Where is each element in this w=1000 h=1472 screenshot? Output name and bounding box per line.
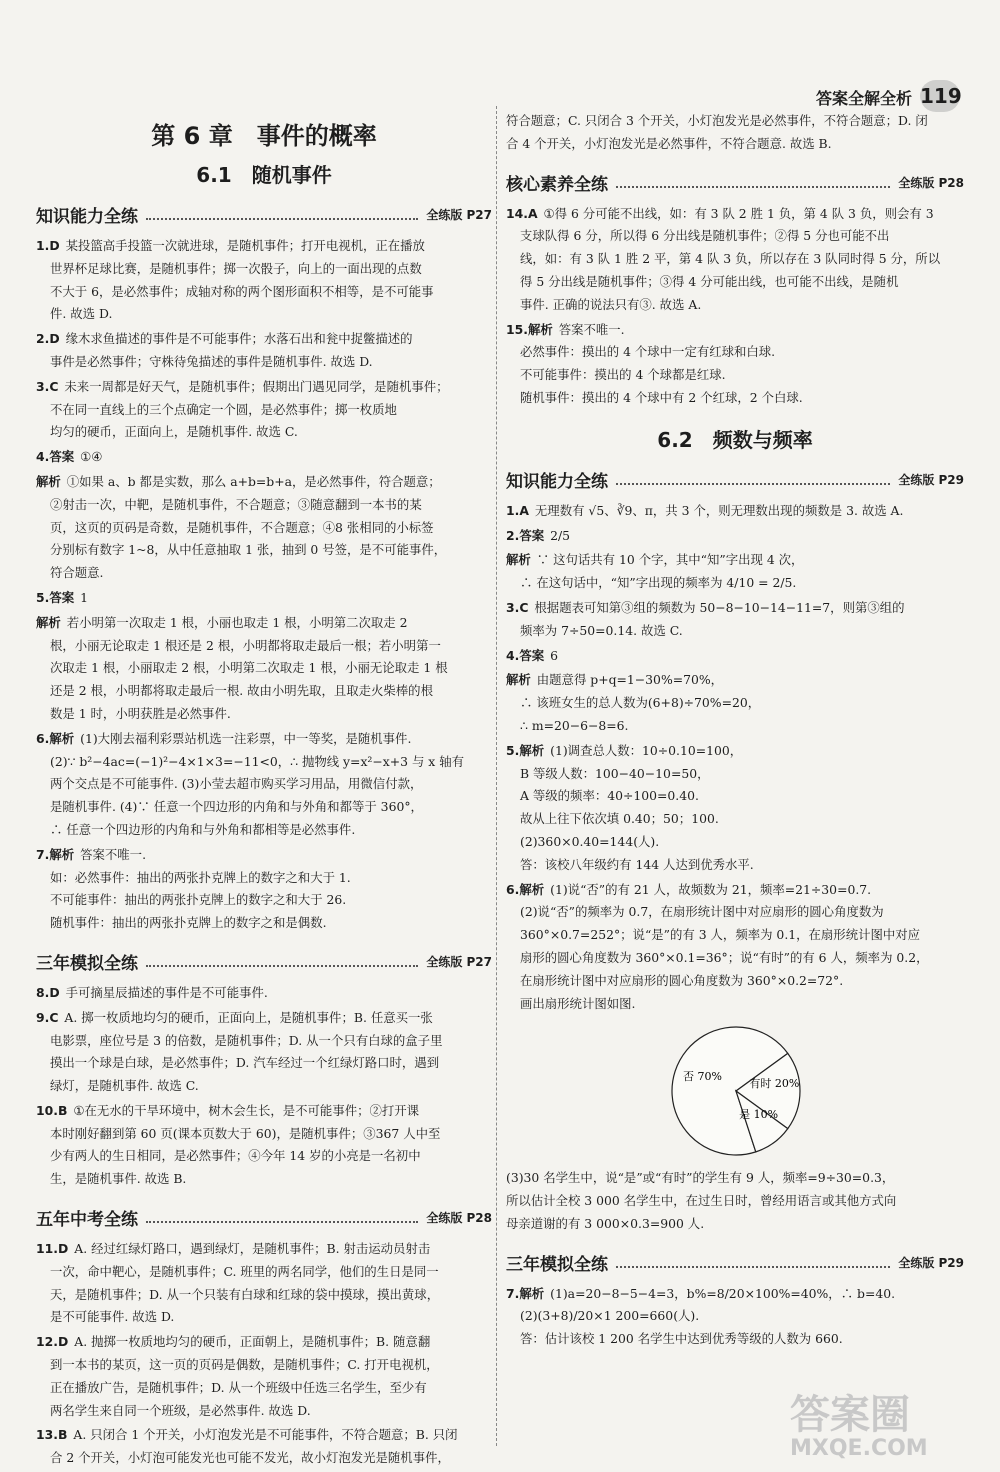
answer-text: A. 经过红绿灯路口，遇到绿灯，是随机事件；B. 射击运动员射击 xyxy=(74,1241,431,1257)
answer-text: 答案不唯一. xyxy=(80,846,147,862)
answer-text: 分别标有数字 1~8，从中任意抽取 1 张，抽到 0 号签，是不可能事件， xyxy=(50,542,447,558)
answer-text: (1)说“否”的有 21 人，故频数为 21，频率=21÷30=0.7. xyxy=(550,881,872,897)
answer-line xyxy=(36,235,492,258)
answer-line xyxy=(36,1424,492,1447)
bar-ref: 全练版 P28 xyxy=(898,175,964,190)
answer-text: (1)a=20−8−5−4=3，b%=8/20×100%=40%，∴ b=40. xyxy=(550,1285,896,1301)
answer-text: ∴ m=20−6−8=6. xyxy=(520,717,629,733)
answer-line xyxy=(506,669,964,692)
answer-number: 4.答案 xyxy=(36,449,75,465)
answer-line xyxy=(36,773,492,796)
answer-text: 1 xyxy=(80,589,89,605)
answer-line xyxy=(36,728,492,751)
pie-svg xyxy=(666,1021,806,1161)
answer-line xyxy=(506,319,964,342)
answer-line xyxy=(506,808,964,831)
text-line: (3)30 名学生中，说“是”或“有时”的学生有 9 人，频率=9÷30=0.3， xyxy=(506,1170,895,1186)
pie-label: 是 10% xyxy=(739,1108,779,1122)
answer-text: 在扇形统计图中对应扇形的圆心角度数为 360°×0.2=72°. xyxy=(520,972,844,988)
answer-line xyxy=(506,715,964,738)
answer-text: (2)360×0.40=144(人). xyxy=(520,833,660,849)
answer-line xyxy=(36,680,492,703)
answer-line xyxy=(36,351,492,374)
answer-text: 均匀的硬币，正面向上，是随机事件. 故选 C. xyxy=(50,424,298,440)
answer-number: 5.解析 xyxy=(506,742,545,758)
answer-text: 不大于 6，是必然事件；成轴对称的两个图形面积不相等，是不可能事 xyxy=(50,283,434,299)
section-bar xyxy=(36,949,492,974)
answer-item xyxy=(36,328,492,374)
answer-text: 频率为 7÷50=0.14. 故选 C. xyxy=(520,622,683,638)
bar-dots xyxy=(146,956,418,967)
bar-title: 三年模拟全练 xyxy=(506,1254,608,1275)
answer-text: 不在同一直线上的三个点确定一个圆，是必然事件；掷一枚质地 xyxy=(50,401,397,417)
answer-text: 如：必然事件：抽出的两张扑克牌上的数字之和大于 1. xyxy=(50,869,351,885)
answer-item xyxy=(36,587,492,610)
answer-line xyxy=(506,387,964,410)
bar-ref: 全练版 P27 xyxy=(426,954,492,969)
answer-line xyxy=(36,1284,492,1307)
answer-text: 得 5 分出线是随机事件；③得 4 分可能出线，也可能不出线，是随机 xyxy=(520,273,899,289)
answer-list xyxy=(506,500,964,1016)
answer-item xyxy=(506,669,964,737)
answer-number: 解析 xyxy=(506,672,531,688)
answer-text: ∴ 在这句话中，“知”字出现的频率为 4/10 = 2/5. xyxy=(520,575,797,591)
answer-line xyxy=(36,889,492,912)
answer-text: 2/5 xyxy=(550,527,571,543)
bar-ref: 全练版 P27 xyxy=(426,208,492,222)
answer-text: 必然事件：摸出的 4 个球中一定有红球和白球. xyxy=(520,344,776,360)
section-title: 6.1 随机事件 xyxy=(196,163,332,187)
answer-item xyxy=(36,1007,492,1098)
answer-line xyxy=(36,328,492,351)
answer-text: 由题意得 p+q=1−30%=70%， xyxy=(536,672,724,688)
answer-text: 答：该校八年级约有 144 人达到优秀水平. xyxy=(520,856,754,872)
answer-text: 事件. 正确的说法只有③. 故选 A. xyxy=(520,296,702,312)
answer-text: (2)说“否”的频率为 0.7，在扇形统计图中对应扇形的圆心角度数为 xyxy=(520,904,884,920)
bar-ref: 全练版 P28 xyxy=(426,1211,492,1226)
answer-line xyxy=(506,740,964,763)
answer-text: 不可能事件：抽出的两张扑克牌上的数字之和大于 26. xyxy=(50,892,347,908)
answer-line xyxy=(36,1331,492,1354)
answer-line xyxy=(36,1145,492,1168)
answer-line xyxy=(36,421,492,444)
watermark-line1: 答案圈 xyxy=(790,1392,910,1438)
column-divider xyxy=(496,106,497,1446)
bar-title: 知识能力全练 xyxy=(36,207,138,227)
answer-number: 15.解析 xyxy=(506,321,553,337)
answer-text: 数是 1 时，小明获胜是必然事件. xyxy=(50,705,231,721)
answer-text: 未来一周都是好天气，是随机事件；假期出门遇见同学，是随机事件； xyxy=(64,378,449,394)
answer-text: ②射击一次，中靶，是随机事件，不合题意；③随意翻到一本书的某 xyxy=(50,496,422,512)
answer-text: 根，小丽无论取走 1 根还是 2 根，小明都将取走最后一根；若小明第一 xyxy=(50,637,441,653)
answer-line xyxy=(506,645,964,668)
answer-text: B 等级人数：100−40−10=50， xyxy=(520,765,710,781)
answer-line xyxy=(36,1261,492,1284)
answer-item xyxy=(506,500,964,523)
answer-text: 天，是随机事件；D. 从一个只装有白球和红球的袋中摸球，摸出黄球， xyxy=(50,1286,440,1302)
answer-text: 次取走 1 根，小丽取走 2 根，小明第二次取走 1 根，小丽无论取走 1 根 xyxy=(50,660,448,676)
answer-number: 8.D xyxy=(36,984,60,1000)
answer-line xyxy=(506,993,964,1016)
answer-line xyxy=(36,1007,492,1030)
section-bar xyxy=(36,202,492,227)
answer-line xyxy=(36,1123,492,1146)
right-column xyxy=(506,110,964,1353)
bar-dots xyxy=(616,1257,890,1268)
answer-text: 扇形的圆心角度数为 360°×0.1=36°；说“有时”的有 6 人，频率为 0.2， xyxy=(520,949,929,965)
answer-text: ①如果 a、b 都是实数，那么 a+b=b+a，是必然事件，符合题意； xyxy=(66,473,441,489)
answer-text: 还是 2 根，小明都将取走最后一根. 故由小明先取，且取走火柴棒的根 xyxy=(50,683,433,699)
answer-text: 绿灯，是随机事件. 故选 C. xyxy=(50,1078,199,1094)
answer-number: 6.解析 xyxy=(506,881,545,897)
answer-item xyxy=(506,740,964,877)
answer-line xyxy=(36,982,492,1005)
answer-text: 世界杯足球比赛，是随机事件；掷一次骰子，向上的一面出现的点数 xyxy=(50,260,422,276)
answer-text: 6 xyxy=(550,647,559,663)
answer-line xyxy=(36,1238,492,1261)
answer-text: 是随机事件. (4)∵ 任意一个四边形的内角和与外角和都等于 360°， xyxy=(50,799,423,815)
left-column xyxy=(36,110,492,1472)
answer-number: 7.解析 xyxy=(36,846,75,862)
answer-list xyxy=(36,982,492,1191)
answer-line xyxy=(506,294,964,317)
answer-number: 解析 xyxy=(36,473,61,489)
answer-line xyxy=(506,879,964,902)
answer-text: 到一本书的某页，这一页的页码是偶数，是随机事件；C. 打开电视机， xyxy=(50,1357,439,1373)
answer-line xyxy=(36,562,492,585)
answer-item xyxy=(506,525,964,548)
section-bar xyxy=(506,170,964,195)
answer-line xyxy=(36,446,492,469)
answer-text: ①④ xyxy=(80,449,103,465)
answer-line xyxy=(36,587,492,610)
answer-line xyxy=(506,225,964,248)
answer-text: 随机事件：抽出的两张扑克牌上的数字之和是偶数. xyxy=(50,915,327,931)
text-line: 合 4 个开关，小灯泡发光是必然事件，不符合题意. 故选 B. xyxy=(506,135,832,151)
section-bar xyxy=(506,1250,964,1275)
answer-item xyxy=(506,549,964,595)
answer-text: ①得 6 分可能不出线，如：有 3 队 2 胜 1 负，第 4 队 3 负，则会有 3 xyxy=(543,205,934,221)
answer-text: 根据题表可知第③组的频数为 50−8−10−14−11=7，则第③组的 xyxy=(534,599,905,615)
answer-text: 本时刚好翻到第 60 页(课本页数大于 60)，是随机事件；③367 人中至 xyxy=(50,1125,441,1141)
answer-line xyxy=(36,635,492,658)
answer-item xyxy=(36,1331,492,1422)
answer-text: 随机事件：摸出的 4 个球中有 2 个红球，2 个白球. xyxy=(520,389,803,405)
answer-line xyxy=(506,924,964,947)
answer-item xyxy=(36,1100,492,1191)
bar-dots xyxy=(146,209,418,220)
answer-line xyxy=(36,912,492,935)
answer-text: 件. 故选 D. xyxy=(50,306,113,322)
text-line: 所以估计全校 3 000 名学生中，在过生日时，曾经用语言或其他方式向 xyxy=(506,1193,897,1209)
answer-line xyxy=(36,612,492,635)
bar-title: 五年中考全练 xyxy=(36,1210,138,1231)
answer-text: 摸出一个球是白球，是必然事件；D. 汽车经过一个红绿灯路口时，遇到 xyxy=(50,1055,440,1071)
answer-number: 13.B xyxy=(36,1427,68,1443)
answer-text: 故从上往下依次填 0.40；50；100. xyxy=(520,811,719,827)
answer-text: 答案不唯一. xyxy=(558,321,625,337)
answer-text: 电影票，座位号是 3 的倍数，是随机事件；D. 从一个只有白球的盒子里 xyxy=(50,1032,443,1048)
answer-number: 5.答案 xyxy=(36,589,75,605)
bar-title: 核心素养全练 xyxy=(506,174,608,195)
answer-text: 两个交点是不可能事件. (3)小莹去超市购买学习用品，用微信付款， xyxy=(50,776,423,792)
bar-ref: 全练版 P29 xyxy=(898,1255,964,1270)
bar-dots xyxy=(616,177,890,188)
text-line: 母亲道谢的有 3 000×0.3=900 人. xyxy=(506,1215,705,1231)
section-title: 6.2 频数与频率 xyxy=(657,427,813,452)
answer-item xyxy=(506,203,964,317)
text-line: 符合题意；C. 只闭合 3 个开关，小灯泡发光是必然事件，不符合题意；D. 闭 xyxy=(506,113,928,128)
answer-line xyxy=(506,692,964,715)
answer-line xyxy=(506,1283,964,1306)
answer-line xyxy=(36,494,492,517)
answer-text: 支球队得 6 分，所以得 6 分出线是随机事件；②得 5 分也可能不出 xyxy=(520,228,890,244)
answer-item xyxy=(36,844,492,935)
answer-text: 无理数有 √5、∛9、π，共 3 个，则无理数出现的频数是 3. 故选 A. xyxy=(534,502,904,518)
answer-line xyxy=(506,500,964,523)
page-number: 119 xyxy=(920,80,960,112)
answer-text: (1)大刚去福利彩票站机选一注彩票，中一等奖，是随机事件. xyxy=(80,730,412,746)
answer-item xyxy=(36,1238,492,1329)
answer-line xyxy=(36,399,492,422)
answer-number: 1.A xyxy=(506,502,529,518)
answer-line xyxy=(36,1354,492,1377)
answer-item xyxy=(506,597,964,643)
answer-line xyxy=(506,763,964,786)
answer-text: ∴ 任意一个四边形的内角和与外角和都相等是必然事件. xyxy=(50,821,356,837)
answer-number: 2.D xyxy=(36,331,60,347)
answer-line xyxy=(506,248,964,271)
answer-text: 答：估计该校 1 200 名学生中达到优秀等级的人数为 660. xyxy=(520,1331,843,1347)
answer-item xyxy=(506,1283,964,1351)
bar-title: 三年模拟全练 xyxy=(36,953,138,974)
answer-line xyxy=(506,1328,964,1351)
answer-line xyxy=(506,203,964,226)
answer-item xyxy=(506,879,964,1016)
page-header xyxy=(0,84,1000,108)
watermark-logo xyxy=(790,1393,970,1463)
answer-list xyxy=(506,1283,964,1351)
answer-number: 10.B xyxy=(36,1102,68,1118)
answer-line xyxy=(36,303,492,326)
answer-text: (1)调查总人数：10÷0.10=100， xyxy=(550,742,743,758)
answer-text: 不可能事件：摸出的 4 个球都是红球. xyxy=(520,367,726,383)
answer-line xyxy=(36,1168,492,1191)
answer-item xyxy=(36,1424,492,1470)
answer-text: 少有两人的生日相同，是必然事件；④今年 14 岁的小亮是一名初中 xyxy=(50,1148,421,1164)
answer-item xyxy=(36,235,492,326)
answer-line xyxy=(36,1030,492,1053)
answer-item xyxy=(36,376,492,444)
pie-chart xyxy=(666,1021,806,1161)
bar-dots xyxy=(146,1212,418,1223)
watermark-line2: MXQE.COM xyxy=(790,1436,928,1461)
answer-number: 7.解析 xyxy=(506,1285,545,1301)
answer-list xyxy=(506,203,964,410)
answer-text: 两名学生来自同一个班级，是必然事件. 故选 D. xyxy=(50,1402,311,1418)
bar-title: 知识能力全练 xyxy=(506,471,608,492)
answer-line xyxy=(506,1305,964,1328)
answer-line xyxy=(506,947,964,970)
answer-number: 3.C xyxy=(36,378,59,394)
answer-item xyxy=(36,446,492,469)
answer-item xyxy=(506,319,964,410)
answer-line xyxy=(506,854,964,877)
answer-line xyxy=(36,751,492,774)
answer-text: 某投篮高手投篮一次就进球，是随机事件；打开电视机，正在播放 xyxy=(65,238,425,253)
answer-text: 360°×0.7=252°；说“是”的有 3 人，频率为 0.1，在扇形统计图中对应 xyxy=(520,927,921,943)
answer-line xyxy=(506,970,964,993)
answer-text: 合 2 个开关，小灯泡可能发光也可能不发光，故小灯泡发光是随机事件， xyxy=(50,1450,450,1466)
answer-text: A. 掷一枚质地均匀的硬币，正面向上，是随机事件；B. 任意买一张 xyxy=(64,1009,433,1025)
answer-text: ∴ 该班女生的总人数为(6+8)÷70%=20， xyxy=(520,695,761,711)
answer-text: 一次，命中靶心，是随机事件；C. 班里的两名同学，他们的生日是同一 xyxy=(50,1263,439,1279)
answer-line xyxy=(36,657,492,680)
answer-line xyxy=(506,341,964,364)
answer-line xyxy=(506,364,964,387)
answer-number: 解析 xyxy=(36,614,61,630)
answer-number: 11.D xyxy=(36,1241,69,1257)
pie-label: 否 70% xyxy=(683,1070,722,1084)
answer-text: 符合题意. xyxy=(50,565,104,581)
pie-label: 有时 20% xyxy=(749,1077,800,1091)
answer-line xyxy=(36,517,492,540)
answer-number: 12.D xyxy=(36,1334,69,1350)
answer-text: ①在无水的干旱环境中，树木会生长，是不可能事件；②打开课 xyxy=(73,1102,420,1118)
answer-text: 是不可能事件. 故选 D. xyxy=(50,1309,175,1325)
answer-list xyxy=(36,1238,492,1470)
section-bar xyxy=(36,1205,492,1230)
answer-line xyxy=(36,867,492,890)
answer-item xyxy=(506,645,964,668)
answer-line xyxy=(36,844,492,867)
answer-line xyxy=(36,376,492,399)
answer-line xyxy=(506,525,964,548)
answer-text: 正在播放广告，是随机事件；D. 从一个班级中任选三名学生，至少有 xyxy=(50,1379,427,1395)
answer-number: 14.A xyxy=(506,205,538,221)
answer-number: 2.答案 xyxy=(506,527,545,543)
answer-number: 6.解析 xyxy=(36,730,75,746)
answer-line xyxy=(506,831,964,854)
answer-line xyxy=(36,703,492,726)
answer-text: 缘木求鱼描述的事件是不可能事件；水落石出和瓮中捉鳖描述的 xyxy=(65,331,413,347)
answer-line xyxy=(506,572,964,595)
answer-item xyxy=(36,982,492,1005)
answer-line xyxy=(506,597,964,620)
answer-text: ∵ 这句话共有 10 个字，其中“知”字出现 4 次， xyxy=(536,552,804,568)
answer-text: 线，如：有 3 队 1 胜 2 平，第 4 队 3 负，所以存在 3 队同时得 5 分，所以 xyxy=(520,251,941,267)
answer-text: 生，是随机事件. 故选 B. xyxy=(50,1171,187,1187)
answer-line xyxy=(36,1377,492,1400)
answer-number: 9.C xyxy=(36,1009,59,1025)
answer-number: 解析 xyxy=(506,552,531,568)
after-pie-text xyxy=(506,1167,964,1235)
answer-line xyxy=(36,1447,492,1470)
answer-line xyxy=(36,796,492,819)
bar-dots xyxy=(616,474,890,485)
answer-text: 画出扇形统计图如图. xyxy=(520,995,636,1011)
answer-text: (2)(3+8)/20×1 200=660(人). xyxy=(520,1308,700,1324)
bar-ref: 全练版 P29 xyxy=(898,472,964,487)
answer-item xyxy=(36,728,492,842)
chapter-title: 第 6 章 事件的概率 xyxy=(151,122,377,150)
answer-number: 3.C xyxy=(506,599,529,615)
answer-text: 页，这页的页码是奇数，是随机事件，不合题意；④8 张相同的小标签 xyxy=(50,519,434,535)
answer-text: 手可摘星辰描述的事件是不可能事件. xyxy=(65,984,268,1000)
answer-text: 若小明第一次取走 1 根，小丽也取走 1 根，小明第二次取走 2 xyxy=(66,614,408,630)
answer-line xyxy=(36,258,492,281)
answer-text: A. 只闭合 1 个开关，小灯泡发光是不可能事件，不符合题意；B. 只闭 xyxy=(73,1427,458,1443)
answer-line xyxy=(36,1306,492,1329)
answer-text: (2)∵ b²−4ac=(−1)²−4×1×3=−11<0，∴ 抛物线 y=x²−x+3 与 x 轴有 xyxy=(50,753,465,769)
answer-line xyxy=(506,271,964,294)
answer-item xyxy=(36,471,492,585)
answer-line xyxy=(506,901,964,924)
answer-line xyxy=(36,1100,492,1123)
answer-line xyxy=(506,549,964,572)
answer-number: 4.答案 xyxy=(506,647,545,663)
answer-text: 事件是必然事件；守株待兔描述的事件是随机事件. 故选 D. xyxy=(50,353,373,369)
answer-text: A 等级的频率：40÷100=0.40. xyxy=(520,788,699,804)
answer-line xyxy=(506,785,964,808)
answer-line xyxy=(36,819,492,842)
answer-list xyxy=(36,235,492,935)
answer-line xyxy=(36,1075,492,1098)
answer-line xyxy=(36,1052,492,1075)
answer-text: A. 抛掷一枚质地均匀的硬币，正面朝上，是随机事件；B. 随意翻 xyxy=(74,1334,431,1350)
section-bar xyxy=(506,467,964,492)
answer-line xyxy=(36,471,492,494)
answer-line xyxy=(36,1400,492,1423)
continued-text xyxy=(506,110,964,156)
answer-line xyxy=(506,620,964,643)
answer-line xyxy=(36,281,492,304)
answer-line xyxy=(36,539,492,562)
answer-item xyxy=(36,612,492,726)
answer-number: 1.D xyxy=(36,238,60,253)
header-title: 答案全解全析 xyxy=(815,89,912,108)
